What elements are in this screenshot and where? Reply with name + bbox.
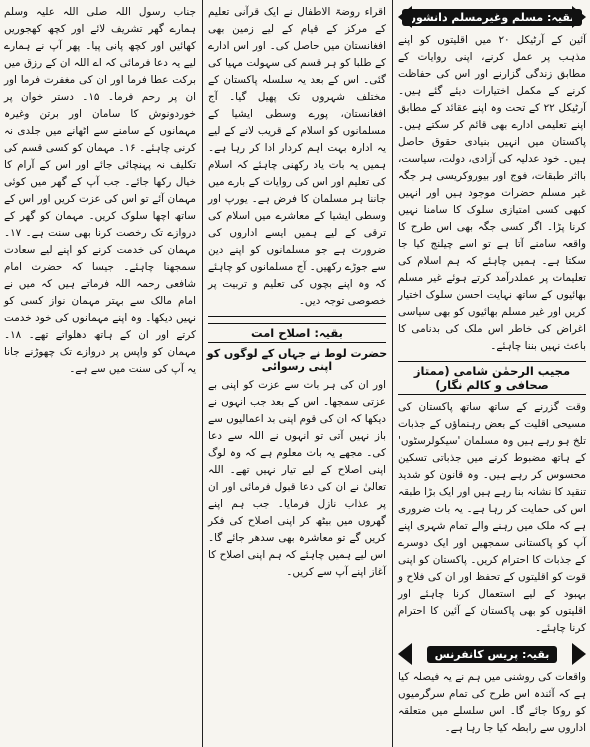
section-heading: بقیہ: پریس کانفرنس xyxy=(427,646,558,663)
heading-arrow-left-icon xyxy=(398,643,412,665)
section-heading-bar xyxy=(394,643,590,665)
article-body: اقراء روضۃ الاطفال نے ایک قرآنی تعلیم کے مرکز کے قیام کے لیے زمین بھی افغانستان میں حاصل کی۔ اور اس ادارے کے طلبا کو ہر قسم کی سہولت مہیا کی گئی۔ اس کے بعد یہ سلسلہ پاکستان کے مختلف شہروں تک پھیل گیا۔ آج افغانستان، پورے وسطی ایشیا کے مسلمانوں کو اسلام کے قریب لانے کے لیے یہ ادارہ بہت اہم کردار ادا کر رہا ہے۔ ہمیں یہ بات یاد رکھنی چاہئے کہ اسلام کی تعلیم اور اس کی روایات کے بارے میں جاننا ہر مسلمان کا فرض ہے۔ یورپ اور وسطی ایشیا کے معاشرے میں اسلام کی ترقی کے لیے ہمیں ایسے اداروں کی ضرورت ہے جو مسلمانوں کو اپنے دین سے جوڑے رکھیں۔ آج مسلمانوں کو چاہئے کہ وہ اپنے بچوں کی تعلیم و تربیت پر خصوصی توجہ دیں۔ xyxy=(208,6,386,307)
column-divider xyxy=(392,0,393,747)
article-body: وقت گزرنے کے ساتھ ساتھ پاکستان کی مسیحی اقلیت کے بعض رہنماؤں کے جذبات تلخ ہو رہے ہیں وہ مسلمان 'سیکولرسٹوں' کے ہاتھ مضبوط کرنے میں جذباتی تسکین محسوس کر رہے ہیں۔ وہ قانون کو شدید تنقید کا نشانہ بنا رہے ہیں اور ایک بڑا طبقہ اس کی حمایت کر رہا ہے۔ یہ بات ضروری ہے کہ ملک میں رہنے والے تمام شہری اپنے آپ کو پاکستانی سمجھیں اور ایک دوسرے کے جذبات کا احترام کریں۔ پاکستان کو اپنی قوت کو اقلیتوں کے تحفظ اور ان کی فلاح و بہبود کے لیے استعمال کرنا چاہئے اور اقلیتوں کو بھی پاکستان کے آئین کا احترام کرنا چاہئے۔ xyxy=(398,401,586,634)
heading-arrow-right-icon xyxy=(572,6,586,28)
sub-heading: حضرت لوط نے جہاں کے لوگوں کو اپنی رسوائی xyxy=(206,347,388,373)
left-column xyxy=(0,0,200,747)
article-body: اور ان کی ہر بات سے عزت کو اپنی بے عزتی سمجھا۔ اس کے بعد جب انہوں نے دیکھا کہ ان کی قوم اپنی بد اعمالیوں سے باز نہیں آتی تو انہوں نے اللہ سے دعا کی۔ مجھے یہ بات معلوم ہے کہ وہ لوگ اپنی اصلاح کے لیے تیار نہیں تھے۔ اللہ تعالیٰ نے ان کی دعا قبول فرمائی اور ان پر عذاب نازل فرمایا۔ جب ہم اپنے گھروں میں بیٹھ کر اپنی اصلاح کی فکر کریں گے تو معاشرہ بھی سدھر جائے گا۔ اس لیے ہمیں چاہئے کہ ہم اپنی اصلاح کا آغاز اپنے آپ سے کریں۔ xyxy=(208,379,386,578)
section-heading: بقیہ: مسلم وغیرمسلم دانشور xyxy=(402,9,583,26)
article-body: جناب رسول اللہ صلی اللہ علیہ وسلم ہمارے گھر تشریف لائے اور کچھ کھجوریں کھائیں اور کچھ پانی پیا۔ پھر آپ نے ہمارے لیے یہ دعا فرمائی کہ اے اللہ ان کے رزق میں برکت عطا فرما اور ان کی مغفرت فرما اور ان پر رحم فرما۔ ۱۵۔ دستر خوان پر خوردونوش کا سامان اور برتن وغیرہ مہمانوں کے سامنے سے اٹھانے میں جلدی نہ کرنی چاہئے۔ ۱۶۔ مہمان کو کسی قسم کی تکلیف نہ پہنچائی جائے اور اس کے آرام کا خیال رکھا جائے۔ جب آپ کے گھر میں کوئی مہمان آئے تو اس کی عزت کریں اور اس کے ساتھ اچھا سلوک کریں۔ مہمان کو گھر کے دروازے تک رخصت کرنا بھی سنت ہے۔ ۱۷۔ مہمان کی خدمت کرنے کو اپنے لیے سعادت سمجھنا چاہئے۔ جیسا کہ حضرت امام شافعی رحمہ اللہ فرماتے ہیں کہ میں نے امام مالک سے بہتر مہمان نواز کسی کو نہیں دیکھا۔ وہ اپنے مہمانوں کی خود خدمت کرتے اور ان کے ہاتھ دھلواتے تھے۔ ۱۸۔ مہمان کو واپس پر دروازے تک چھوڑنے جانا یہ آپ کی سنت میں سے ہے۔ xyxy=(4,6,197,375)
middle-column xyxy=(204,0,390,747)
section-heading-bar xyxy=(394,6,590,28)
section-heading: بقیہ: اصلاح امت xyxy=(208,323,386,343)
heading-arrow-right-icon xyxy=(572,643,586,665)
article-body: آئین کے آرٹیکل ۲۰ میں اقلیتوں کو اپنے مذہب پر عمل کرنے، اپنی روایات کے مطابق زندگی گزارنے اور اس کی حفاظت کرنے کے مکمل اختیارات دیئے گئے ہیں۔ آرٹیکل ۲۲ کے تحت وہ اپنے عقائد کے مطابق اپنے تعلیمی ادارے بھی قائم کر سکتے ہیں۔ پاکستان میں انہیں بنیادی حقوق حاصل ہیں۔ خود عدلیہ کی آزادی، دولت، سیاست، بااثر طبقات، فوج اور بیوروکریسی ہر جگہ غیر مسلم حضرات موجود ہیں اور انہیں کبھی کسی امتیازی سلوک کا سامنا نہیں کرنا پڑا۔ اگر کسی جگہ بھی اس طرح کا واقعہ سامنے آتا ہے تو اسے چیلنج کیا جا سکتا ہے۔ ہمیں چاہئے کہ ہم اسلام کی تعلیمات پر عملدرآمد کرتے ہوئے غیر مسلم بھائیوں کے ساتھ نہایت احسن سلوک اختیار کریں اور غیر مسلم بھائیوں کو بھی سیاسی اغراض کی خاطر اس ملک کی بدنامی کا باعث نہیں بننا چاہئے۔ xyxy=(398,34,586,352)
right-column xyxy=(394,0,590,747)
heading-arrow-left-icon xyxy=(398,6,412,28)
article-body: واقعات کی روشنی میں ہم نے یہ فیصلہ کیا ہے کہ آئندہ اس طرح کی تمام سرگرمیوں کو روکا جائے گا۔ اس سلسلے میں متعلقہ اداروں سے رابطہ کیا جا رہا ہے۔ xyxy=(398,671,586,734)
author-heading: مجیب الرحمٰن شامی (ممتاز صحافی و کالم نگار) xyxy=(398,361,586,395)
column-divider xyxy=(202,0,203,747)
divider xyxy=(208,316,386,317)
